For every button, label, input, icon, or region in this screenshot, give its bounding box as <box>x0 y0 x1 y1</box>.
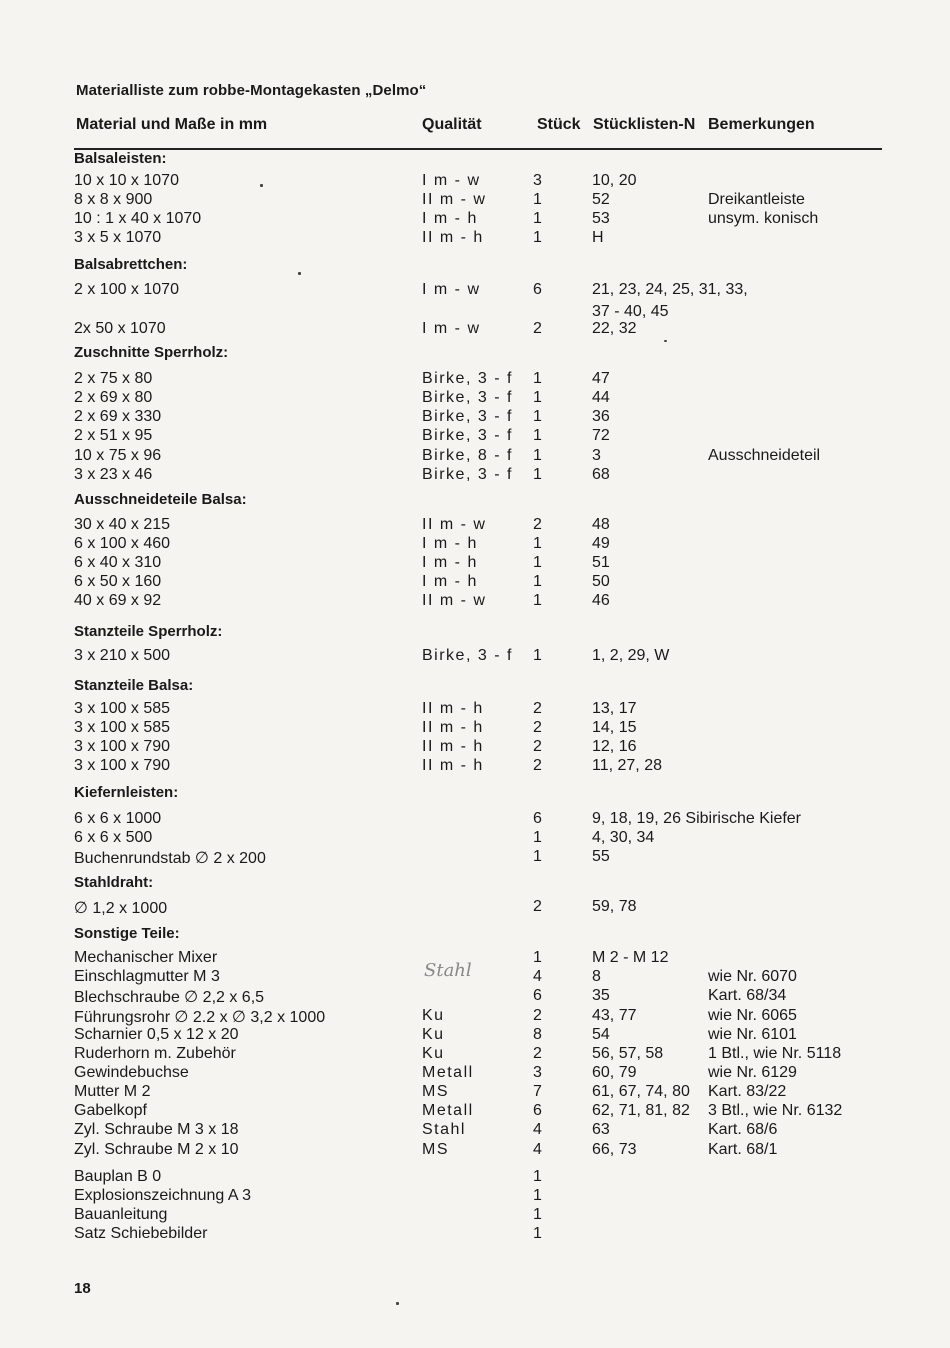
cell-material: 10 x 75 x 96 <box>74 447 162 464</box>
cell-bem: Ausschneideteil <box>708 447 821 464</box>
cell-qualitaet: Metall <box>422 1064 474 1081</box>
cell-bem: Kart. 68/6 <box>708 1121 778 1138</box>
table-row <box>0 408 950 427</box>
cell-stueck: 1 <box>533 1168 542 1185</box>
cell-qualitaet: Birke, 3 - f <box>422 408 513 425</box>
table-row <box>0 1064 950 1083</box>
cell-nr: 44 <box>592 389 610 406</box>
section-heading-row <box>0 491 950 510</box>
table-row <box>0 535 950 554</box>
handwritten-note: Stahl <box>424 960 472 981</box>
cell-bem: unsym. konisch <box>708 210 819 227</box>
cell-material: 3 x 100 x 585 <box>74 719 171 736</box>
cell-material: 6 x 50 x 160 <box>74 573 162 590</box>
cell-nr: 54 <box>592 1026 610 1043</box>
cell-qualitaet: Stahl <box>422 1121 466 1138</box>
cell-bem: wie Nr. 6070 <box>708 968 797 985</box>
section-heading-row <box>0 344 950 363</box>
table-row <box>0 1083 950 1102</box>
header-stueck: Stück <box>537 116 581 133</box>
cell-nr: 10, 20 <box>592 172 637 189</box>
table-row <box>0 647 950 666</box>
cell-stueck: 1 <box>533 427 542 444</box>
cell-material: Buchenrundstab ∅ 2 x 200 <box>74 850 266 867</box>
cell-stueck: 8 <box>533 1026 542 1043</box>
cell-material: 3 x 100 x 790 <box>74 738 171 755</box>
cell-material: Ruderhorn m. Zubehör <box>74 1045 236 1062</box>
table-row <box>0 1026 950 1045</box>
section-heading-row <box>0 677 950 696</box>
cell-qualitaet: Ku <box>422 1026 445 1043</box>
cell-stueck: 2 <box>533 1045 542 1062</box>
cell-qualitaet: I m - h <box>422 554 478 571</box>
cell-stueck: 1 <box>533 647 542 664</box>
cell-nr: 47 <box>592 370 610 387</box>
cell-qualitaet: I m - h <box>422 535 478 552</box>
cell-material: 6 x 6 x 1000 <box>74 810 162 827</box>
section-heading: Sonstige Teile: <box>74 925 180 942</box>
section-heading-row <box>0 925 950 944</box>
table-row <box>0 554 950 573</box>
cell-nr: 11, 27, 28 <box>592 757 662 774</box>
table-row <box>0 829 950 848</box>
cell-stueck: 2 <box>533 757 542 774</box>
table-row <box>0 757 950 776</box>
cell-qualitaet: Birke, 3 - f <box>422 647 513 664</box>
cell-nr: 59, 78 <box>592 898 637 915</box>
cell-material: 2 x 69 x 330 <box>74 408 162 425</box>
cell-bem: Dreikantleiste <box>708 191 805 208</box>
cell-material: Zyl. Schraube M 2 x 10 <box>74 1141 239 1158</box>
cell-bem: Kart. 68/1 <box>708 1141 778 1158</box>
cell-material: ∅ 1,2 x 1000 <box>74 900 168 917</box>
cell-qualitaet: Ku <box>422 1045 445 1062</box>
cell-stueck: 6 <box>533 987 542 1004</box>
cell-nr: 46 <box>592 592 610 609</box>
table-row <box>0 172 950 191</box>
table-row <box>0 1007 950 1026</box>
table-row <box>0 898 950 917</box>
cell-qualitaet: II m - h <box>422 757 484 774</box>
cell-stueck: 4 <box>533 1141 542 1158</box>
cell-qualitaet: II m - h <box>422 229 484 246</box>
section-heading-row <box>0 256 950 275</box>
page-number: 18 <box>74 1280 91 1297</box>
cell-qualitaet: Birke, 3 - f <box>422 370 513 387</box>
cell-stueck: 1 <box>533 389 542 406</box>
cell-stueck: 1 <box>533 447 542 464</box>
table-row <box>0 1187 950 1206</box>
cell-nr: 72 <box>592 427 610 444</box>
cell-bem: 1 Btl., wie Nr. 5118 <box>708 1045 842 1062</box>
cell-qualitaet: II m - w <box>422 191 487 208</box>
cell-stueck: 2 <box>533 719 542 736</box>
cell-nr: 49 <box>592 535 610 552</box>
cell-nr: 8 <box>592 968 601 985</box>
cell-qualitaet: Birke, 3 - f <box>422 466 513 483</box>
cell-nr: 60, 79 <box>592 1064 637 1081</box>
cell-stueck: 1 <box>533 829 542 846</box>
cell-material: 3 x 100 x 585 <box>74 700 171 717</box>
section-heading: Stahldraht: <box>74 874 154 891</box>
cell-stueck: 1 <box>533 848 542 865</box>
cell-material: 2x 50 x 1070 <box>74 320 166 337</box>
cell-stueck: 1 <box>533 949 542 966</box>
cell-material: 3 x 23 x 46 <box>74 466 153 483</box>
header-qualitaet: Qualität <box>422 116 482 133</box>
cell-qualitaet: Birke, 3 - f <box>422 427 513 444</box>
table-row <box>0 1102 950 1121</box>
cell-qualitaet: II m - h <box>422 738 484 755</box>
cell-nr: 56, 57, 58 <box>592 1045 664 1062</box>
table-row <box>0 210 950 229</box>
cell-qualitaet: I m - h <box>422 573 478 590</box>
cell-material: 8 x 8 x 900 <box>74 191 153 208</box>
section-heading: Ausschneideteile Balsa: <box>74 491 247 508</box>
cell-nr: 37 - 40, 45 <box>592 303 669 320</box>
cell-stueck: 1 <box>533 466 542 483</box>
section-heading: Stanzteile Balsa: <box>74 677 194 694</box>
cell-stueck: 6 <box>533 810 542 827</box>
table-row <box>0 987 950 1006</box>
table-row <box>0 968 950 987</box>
cell-stueck: 4 <box>533 968 542 985</box>
cell-stueck: 4 <box>533 1121 542 1138</box>
cell-nr: 9, 18, 19, 26 Sibirische Kiefer <box>592 810 802 827</box>
header-stuecklisten-nr: Stücklisten-N <box>593 116 696 133</box>
cell-material: 2 x 75 x 80 <box>74 370 153 387</box>
cell-material: 2 x 51 x 95 <box>74 427 153 444</box>
cell-material: Satz Schiebebilder <box>74 1225 208 1242</box>
table-row <box>0 1206 950 1225</box>
cell-nr: 63 <box>592 1121 610 1138</box>
cell-material: 3 x 100 x 790 <box>74 757 171 774</box>
cell-stueck: 1 <box>533 535 542 552</box>
section-heading: Stanzteile Sperrholz: <box>74 623 223 640</box>
cell-stueck: 6 <box>533 1102 542 1119</box>
cell-nr: 52 <box>592 191 610 208</box>
cell-nr: 13, 17 <box>592 700 637 717</box>
table-row <box>0 719 950 738</box>
cell-bem: Kart. 83/22 <box>708 1083 787 1100</box>
cell-bem: wie Nr. 6101 <box>708 1026 797 1043</box>
cell-stueck: 7 <box>533 1083 542 1100</box>
cell-nr: 4, 30, 34 <box>592 829 655 846</box>
cell-material: 2 x 100 x 1070 <box>74 281 179 298</box>
cell-material: 6 x 40 x 310 <box>74 554 162 571</box>
table-row <box>0 738 950 757</box>
section-heading: Zuschnitte Sperrholz: <box>74 344 229 361</box>
cell-material: 3 x 210 x 500 <box>74 647 171 664</box>
cell-stueck: 2 <box>533 320 542 337</box>
cell-stueck: 2 <box>533 738 542 755</box>
cell-stueck: 1 <box>533 1225 542 1242</box>
table-row <box>0 1121 950 1140</box>
cell-qualitaet: II m - w <box>422 516 487 533</box>
table-row <box>0 1168 950 1187</box>
table-row <box>0 229 950 248</box>
table-row <box>0 281 950 300</box>
cell-stueck: 3 <box>533 172 542 189</box>
cell-stueck: 2 <box>533 700 542 717</box>
cell-material: Einschlagmutter M 3 <box>74 968 220 985</box>
cell-nr: 14, 15 <box>592 719 637 736</box>
section-heading-row <box>0 784 950 803</box>
cell-nr: 55 <box>592 848 610 865</box>
section-heading-row <box>0 874 950 893</box>
scan-speck <box>260 184 263 187</box>
cell-nr: 50 <box>592 573 610 590</box>
table-row <box>0 370 950 389</box>
table-row <box>0 1045 950 1064</box>
cell-qualitaet: I m - h <box>422 210 478 227</box>
page-title: Materialliste zum robbe-Montagekasten „Delmo“ <box>76 82 427 99</box>
cell-stueck: 1 <box>533 1187 542 1204</box>
cell-nr: 36 <box>592 408 610 425</box>
cell-stueck: 2 <box>533 1007 542 1024</box>
cell-nr: 51 <box>592 554 610 571</box>
header-material: Material und Maße in mm <box>76 116 268 133</box>
cell-qualitaet: I m - w <box>422 281 481 298</box>
cell-material: Scharnier 0,5 x 12 x 20 <box>74 1026 239 1043</box>
cell-material: 6 x 6 x 500 <box>74 829 153 846</box>
cell-material: Gabelkopf <box>74 1102 147 1119</box>
cell-nr: 62, 71, 81, 82 <box>592 1102 690 1119</box>
cell-material: 40 x 69 x 92 <box>74 592 162 609</box>
cell-nr: 35 <box>592 987 610 1004</box>
cell-material: Explosionszeichnung A 3 <box>74 1187 252 1204</box>
cell-qualitaet: II m - w <box>422 592 487 609</box>
table-row <box>0 320 950 339</box>
table-row <box>0 592 950 611</box>
cell-qualitaet: I m - w <box>422 172 481 189</box>
cell-qualitaet: Ku <box>422 1007 445 1024</box>
cell-nr: 12, 16 <box>592 738 637 755</box>
cell-qualitaet: Birke, 3 - f <box>422 389 513 406</box>
cell-nr: 53 <box>592 210 610 227</box>
cell-nr: 48 <box>592 516 610 533</box>
cell-qualitaet: I m - w <box>422 320 481 337</box>
cell-stueck: 2 <box>533 516 542 533</box>
cell-nr: 66, 73 <box>592 1141 637 1158</box>
cell-qualitaet: MS <box>422 1141 449 1158</box>
table-row <box>0 848 950 867</box>
cell-material: Gewindebuchse <box>74 1064 189 1081</box>
section-heading: Balsaleisten: <box>74 150 167 167</box>
cell-nr: 68 <box>592 466 610 483</box>
cell-nr: 21, 23, 24, 25, 31, 33, <box>592 281 748 298</box>
cell-bem: 3 Btl., wie Nr. 6132 <box>708 1102 843 1119</box>
section-heading: Balsabrettchen: <box>74 256 188 273</box>
cell-stueck: 1 <box>533 1206 542 1223</box>
cell-material: 2 x 69 x 80 <box>74 389 153 406</box>
cell-material: Bauanleitung <box>74 1206 168 1223</box>
scan-speck <box>396 1302 399 1305</box>
cell-material: Führungsrohr ∅ 2.2 x ∅ 3,2 x 1000 <box>74 1009 326 1026</box>
header-bemerkungen: Bemerkungen <box>708 116 815 133</box>
cell-stueck: 1 <box>533 210 542 227</box>
cell-material: Mutter M 2 <box>74 1083 151 1100</box>
cell-material: 30 x 40 x 215 <box>74 516 171 533</box>
section-heading-row <box>0 150 950 169</box>
table-row <box>0 700 950 719</box>
cell-nr: H <box>592 229 604 246</box>
cell-nr: 1, 2, 29, W <box>592 647 670 664</box>
cell-qualitaet: II m - h <box>422 700 484 717</box>
cell-nr: 43, 77 <box>592 1007 637 1024</box>
cell-qualitaet: Birke, 8 - f <box>422 447 513 464</box>
cell-material: Blechschraube ∅ 2,2 x 6,5 <box>74 989 265 1006</box>
cell-nr: M 2 - M 12 <box>592 949 669 966</box>
table-row <box>0 1225 950 1244</box>
cell-stueck: 3 <box>533 1064 542 1081</box>
table-row <box>0 447 950 466</box>
table-row <box>0 1141 950 1160</box>
cell-material: Zyl. Schraube M 3 x 18 <box>74 1121 239 1138</box>
table-row <box>0 516 950 535</box>
cell-qualitaet: II m - h <box>422 719 484 736</box>
table-row <box>0 427 950 446</box>
cell-material: Bauplan B 0 <box>74 1168 162 1185</box>
scan-speck <box>298 272 301 275</box>
cell-stueck: 1 <box>533 408 542 425</box>
cell-stueck: 6 <box>533 281 542 298</box>
cell-qualitaet: Metall <box>422 1102 474 1119</box>
cell-qualitaet: MS <box>422 1083 449 1100</box>
cell-stueck: 1 <box>533 370 542 387</box>
cell-nr: 61, 67, 74, 80 <box>592 1083 690 1100</box>
table-row <box>0 466 950 485</box>
cell-stueck: 1 <box>533 229 542 246</box>
section-heading-row <box>0 623 950 642</box>
cell-stueck: 1 <box>533 592 542 609</box>
cell-material: Mechanischer Mixer <box>74 949 218 966</box>
cell-bem: Kart. 68/34 <box>708 987 787 1004</box>
cell-stueck: 1 <box>533 573 542 590</box>
table-row <box>0 573 950 592</box>
cell-material: 10 x 10 x 1070 <box>74 172 179 189</box>
cell-nr: 3 <box>592 447 601 464</box>
table-row <box>0 949 950 968</box>
cell-bem: wie Nr. 6065 <box>708 1007 797 1024</box>
cell-nr: 22, 32 <box>592 320 637 337</box>
cell-stueck: 1 <box>533 191 542 208</box>
table-row <box>0 389 950 408</box>
section-heading: Kiefernleisten: <box>74 784 179 801</box>
cell-material: 10 : 1 x 40 x 1070 <box>74 210 202 227</box>
table-row <box>0 191 950 210</box>
scan-speck <box>664 340 667 342</box>
cell-stueck: 2 <box>533 898 542 915</box>
cell-stueck: 1 <box>533 554 542 571</box>
cell-material: 6 x 100 x 460 <box>74 535 171 552</box>
cell-material: 3 x 5 x 1070 <box>74 229 162 246</box>
table-row <box>0 810 950 829</box>
cell-bem: wie Nr. 6129 <box>708 1064 797 1081</box>
